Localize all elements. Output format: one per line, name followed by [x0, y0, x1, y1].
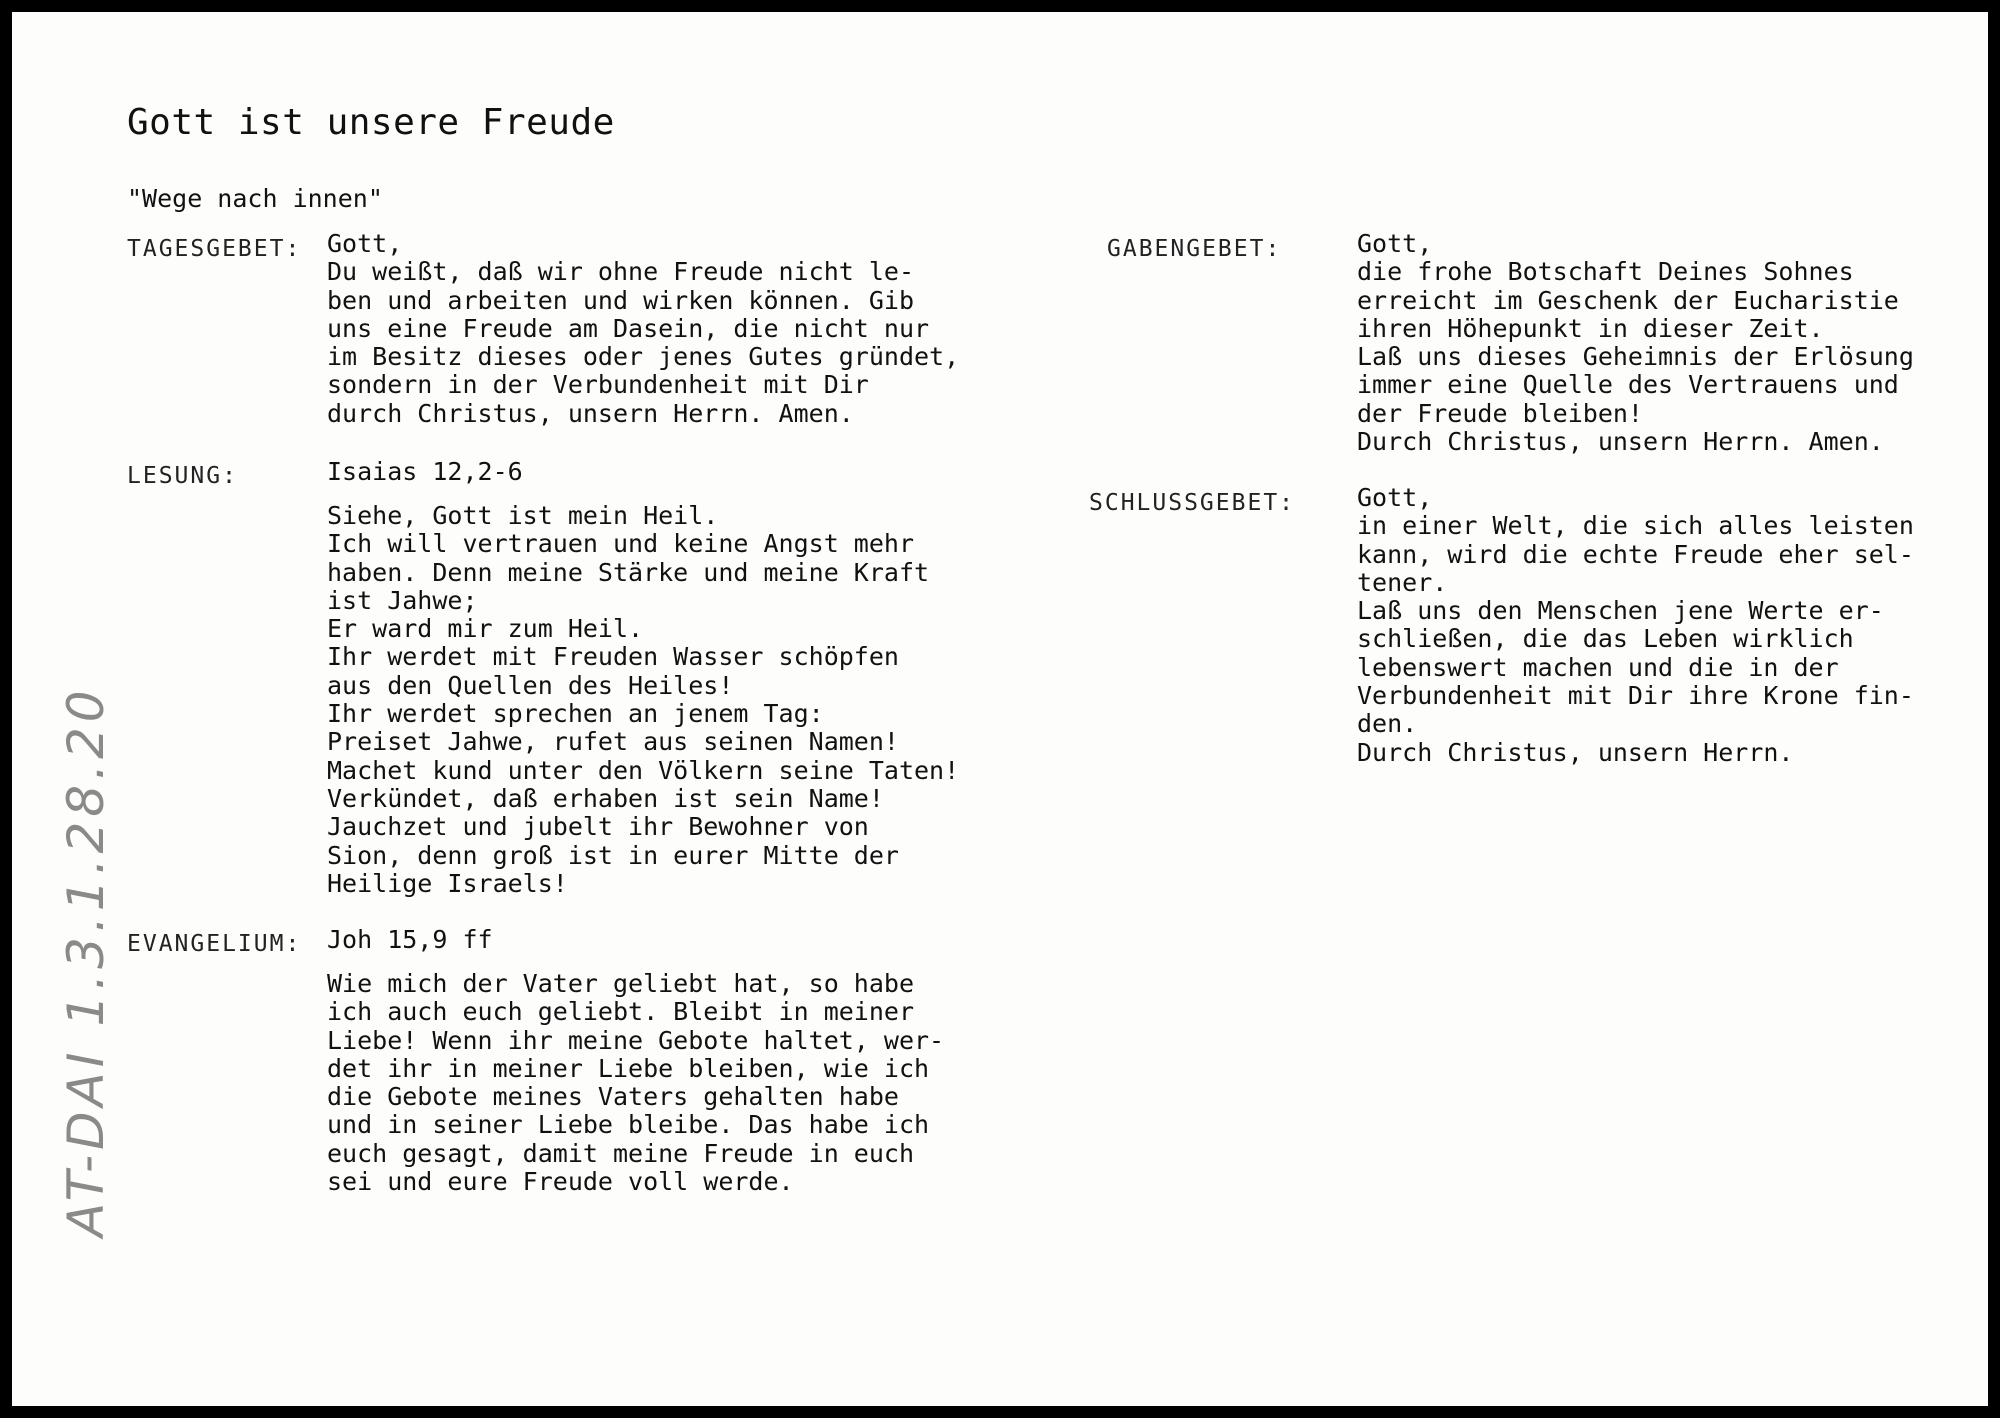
schlussgebet-label: SCHLUSSGEBET: [1089, 490, 1296, 516]
schlussgebet-text: Gott, in einer Welt, die sich alles leisten kann, wird die echte Freude eher sel- tener. Laß uns den Menschen jene Werte er- schließen, die das Leben wirklich lebenswert machen und die in der Verbundenheit mit Dir ihre Krone fin- den. Durch Christus, unsern Herrn. [1357, 483, 1914, 767]
lesung-text: Siehe, Gott ist mein Heil. Ich will vertrauen und keine Angst mehr haben. Denn meine Stärke und meine Kraft ist Jahwe; Er ward mir zum Heil. Ihr werdet mit Freuden Wasser schöpfen aus den Quellen des Heiles! Ihr werdet sprechen an jenem Tag: Preiset Jahwe, rufet aus seinen Namen! Machet kund unter den Völkern seine Taten! Verkündet, daß erhaben ist sein Name! Jauchzet und jubelt ihr Bewohner von Sion, denn groß ist in eurer Mitte der Heilige Israels! [327, 501, 960, 898]
document-page [12, 12, 1988, 1406]
page-subtitle: "Wege nach innen" [127, 184, 383, 213]
gabengebet-text: Gott, die frohe Botschaft Deines Sohnes erreicht im Geschenk der Eucharistie ihren Höhepunkt in dieser Zeit. Laß uns dieses Geheimnis der Erlösung immer eine Quelle des Vertrauens und der Freude bleiben! Durch Christus, unsern Herrn. Amen. [1357, 229, 1914, 457]
tagesgebet-label: TAGESGEBET: [127, 236, 302, 262]
archive-number: AT-DAI 1.3.1.28.20 [57, 685, 115, 1237]
evangelium-text: Wie mich der Vater geliebt hat, so habe ich auch euch geliebt. Bleibt in meiner Liebe! Wenn ihr meine Gebote haltet, wer- det ihr in meiner Liebe bleiben, wie ich die Gebote meines Vaters gehalten habe und in seiner Liebe bleibe. Das habe ich euch gesagt, damit meine Freude in euch sei und eure Freude voll werde. [327, 969, 945, 1197]
evangelium-label: EVANGELIUM: [127, 931, 302, 957]
evangelium-reference: Joh 15,9 ff [327, 925, 493, 954]
tagesgebet-text: Gott, Du weißt, daß wir ohne Freude nicht le- ben und arbeiten und wirken können. Gib uns eine Freude am Dasein, die nicht nur im Besitz dieses oder jenes Gutes gründet, sondern in der Verbundenheit mit Dir durch Christus, unsern Herrn. Amen. [327, 229, 960, 428]
page-title: Gott ist unsere Freude [127, 102, 615, 143]
lesung-reference: Isaias 12,2-6 [327, 457, 523, 486]
lesung-label: LESUNG: [127, 463, 238, 489]
gabengebet-label: GABENGEBET: [1107, 236, 1282, 262]
